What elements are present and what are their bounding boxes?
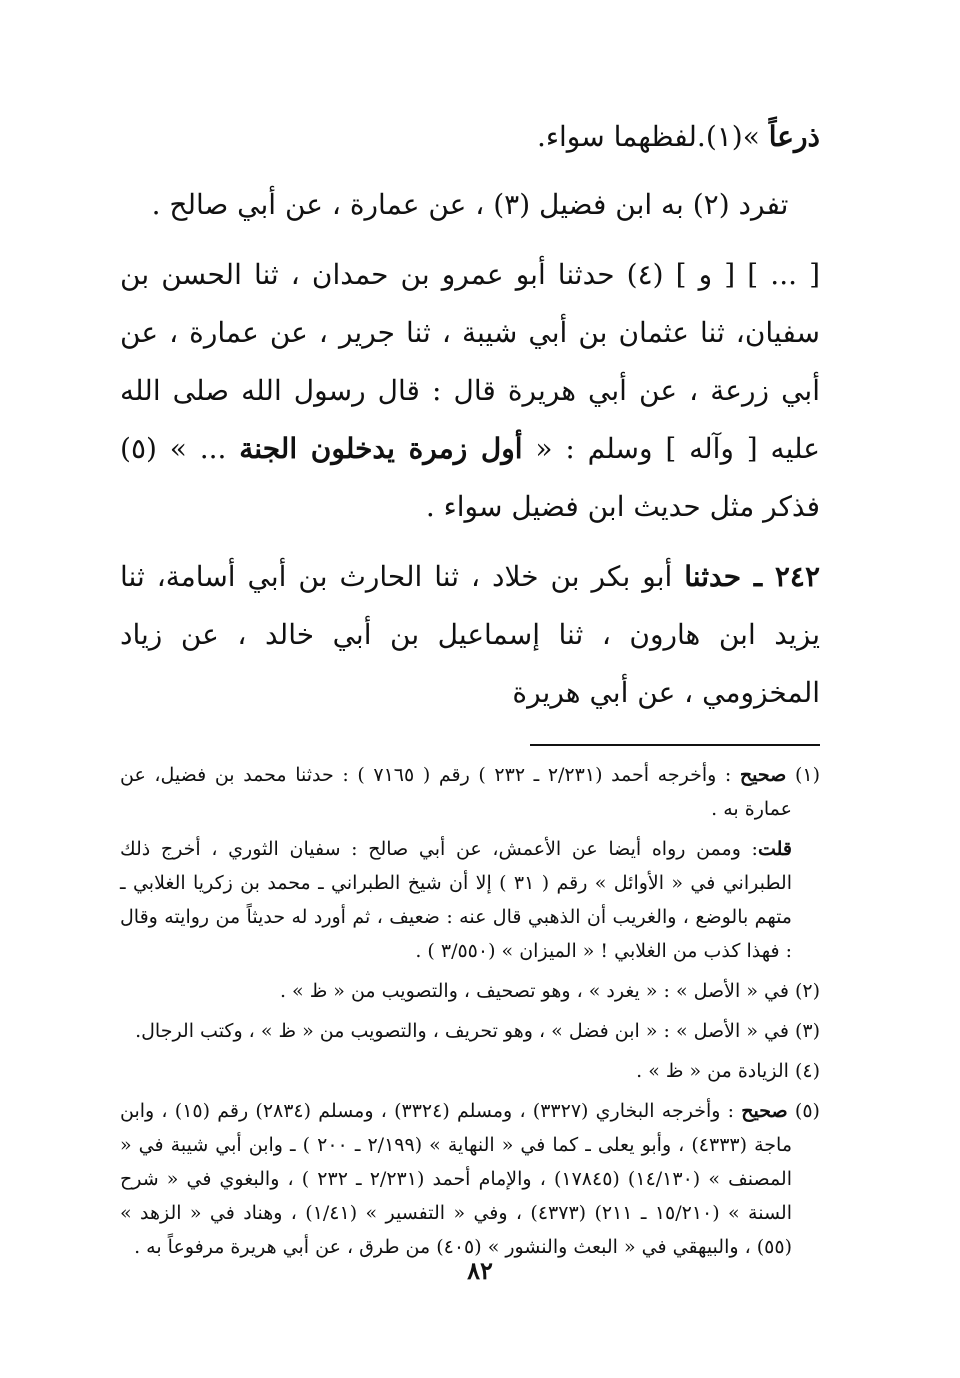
book-page [120,108,820,1270]
paragraph-isnad [120,246,820,536]
footnote-text: : وأخرجه أحمد (٢/٢٣١ ـ ٢٣٢ ) رقم ( ٧١٦٥ ) : حدثنا محمد بن فضيل، عن عمارة به . [120,764,792,820]
footnote-5 [120,1094,820,1264]
text-line-1 [120,108,820,166]
footnote-2: (٢) في « الأصل » : « يغرد » ، وهو تصحيف ، والتصويب من « ظ » . [279,980,820,1002]
page-number: ٨٢ [467,1256,493,1285]
footnote-text: : وممن رواه أيضا عن الأعمش، عن أبي صالح : سفيان الثوري ، أخرج ذلك الطبراني في « الأوائل » رقم ( ٣١ ) إلا أن شيخ الطبراني ـ محمد بن زكريا الغلابي ـ متهم بالوضع ، والغريب أن الذهبي قال عنه : ضعيف ، ثم أورد له حديثاً من روايته وقال : فهذا كذب من الغلابي ! « الميزان » (٣/٥٥٠ ) . [120,838,792,962]
footnote-1-comment [120,832,820,968]
main-text [120,108,820,722]
footnote-1 [120,758,820,826]
grading-label: صحيح [739,764,787,786]
footnote-text: : وأخرجه البخاري (٣٣٢٧) ، ومسلم (٣٣٢٤) ، ومسلم (٢٨٣٤) رقم (١٥) ، وابن ماجة (٤٣٣٣) ، وأبو يعلى ـ كما في « النهاية » (٢/١٩٩ ـ ٢٠٠ ) ـ وابن أبي شيبة في « المصنف » (١٤/١٣٠) (١٧٨٤٥) ، والإمام أحمد (٢/٢٣١ ـ ٢٣٢ ) ، والبغوي في « شرح السنة » (١٥/٢١٠ ـ ٢١١) (٤٣٧٣) ، وفي « التفسير » (١/٤١) ، وهناد في « الزهد » (٥٥) ، والبيهقي في « البعث والنشور » (٤٠٥) من طرق ، عن أبي هريرة مرفوعاً به . [120,1100,792,1258]
paragraph-tafarrad: تفرد (٢) به ابن فضيل (٣) ، عن عمارة ، عن أبي صالح . [151,188,789,221]
footnote-3: (٣) في « الأصل » : « ابن فضل » ، وهو تحريف ، والتصويب من « ظ » ، وكتب الرجال. [135,1020,820,1042]
text-segment: »(١).لفظهما سواء. [536,120,769,153]
text-segment: [ ... ] [ و ] (٤) حدثنا أبو عمرو بن حمدان ، ثنا الحسن بن سفيان، ثنا عثمان بن أبي شيبة ، ثنا جرير ، عن عمارة ، عن أبي زرعة ، عن أبي هريرة قال : قال رسول الله صلى الله عليه [ وآله ] وسلم : « [120,258,821,465]
qultu-label: قلت [757,838,792,860]
footnote-number: (٥) [787,1100,820,1122]
footnotes [120,758,820,1264]
grading-label: صحيح [741,1100,788,1122]
hadith-number: ٢٤٢ ـ حدثنا [684,560,820,593]
footnote-separator [530,744,820,746]
footnote-separator-row [120,732,820,758]
text-segment: ... » (٥) فذكر مثل حديث ابن فضيل سواء . [120,432,820,523]
paragraph-hadith-242 [120,548,820,722]
bold-word: ذرعاً [768,120,820,153]
bold-hadith-text: أول زمرة يدخلون الجنة [239,432,523,465]
text-segment: أبو بكر بن خلاد ، ثنا الحارث بن أبي أسامة، ثنا يزيد ابن هارون ، ثنا إسماعيل بن أبي خالد ، عن زياد المخزومي ، عن أبي هريرة [120,560,821,709]
footnote-number: (١) [786,764,820,786]
footnote-4: (٤) الزيادة من « ظ » . [636,1060,820,1082]
